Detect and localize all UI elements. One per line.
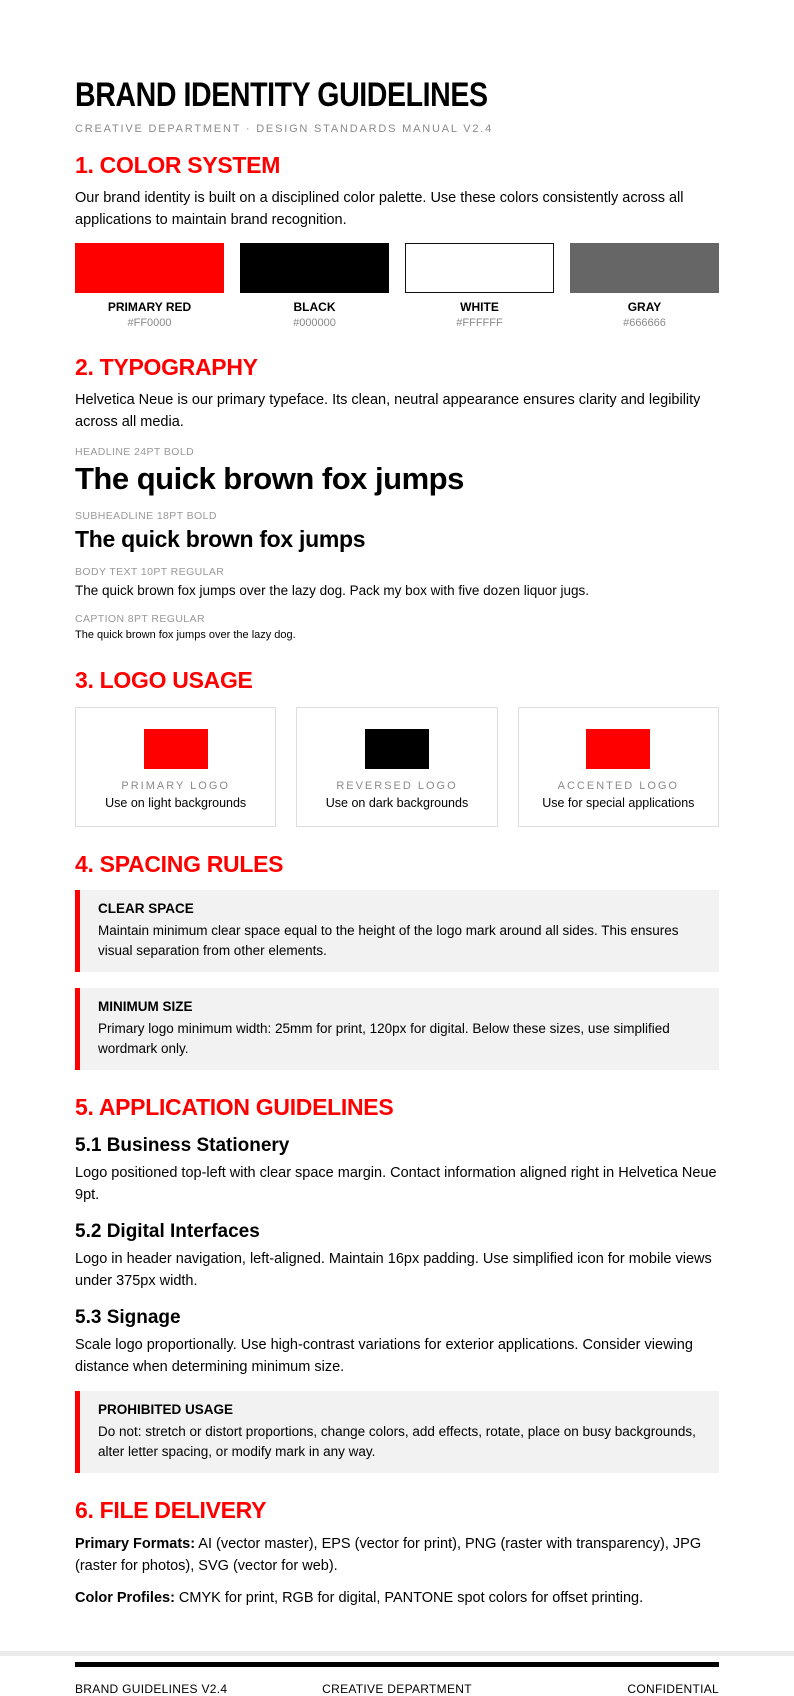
swatch-hex: #000000 (293, 317, 336, 329)
specimen-sample-headline: The quick brown fox jumps (75, 461, 464, 496)
footer-version: BRAND GUIDELINES V2.4 (75, 1681, 228, 1696)
swatch-name: BLACK (293, 300, 336, 314)
specimen-label-subheadline: SUBHEADLINE 18PT BOLD (75, 510, 217, 522)
callout-title: PROHIBITED USAGE (98, 1402, 234, 1417)
logo-card-reversed (296, 707, 497, 827)
subsection-business-stationery-title: 5.1 Business Stationery (75, 1135, 290, 1156)
page-subtitle: CREATIVE DEPARTMENT · DESIGN STANDARDS MANUAL V2.4 (75, 123, 494, 135)
document-footer (75, 1662, 719, 1696)
document-header (75, 76, 719, 136)
primary-formats-paragraph (75, 1534, 719, 1577)
color-profiles-paragraph (75, 1588, 719, 1610)
callout-text: Do not: stretch or distort proportions, change colors, add effects, rotate, place on busy backgrounds, alter letter spacing, or modify mark in any way. (98, 1424, 696, 1459)
specimen-label-body: BODY TEXT 10PT REGULAR (75, 566, 225, 578)
callout-minimum-size (75, 988, 719, 1070)
specimen-sample-subheadline: The quick brown fox jumps (75, 526, 366, 552)
swatch-name: WHITE (460, 300, 499, 314)
callout-title: MINIMUM SIZE (98, 999, 193, 1014)
callout-text: Primary logo minimum width: 25mm for print, 120px for digital. Below these sizes, use simplified wordmark only. (98, 1021, 670, 1056)
application-guidelines-heading: 5. APPLICATION GUIDELINES (75, 1094, 394, 1120)
color-swatch-black (240, 243, 389, 330)
logo-card-label: ACCENTED LOGO (557, 780, 679, 792)
color-profiles-label: Color Profiles: (75, 1590, 175, 1606)
color-swatch-primary-red (75, 243, 224, 330)
subsection-business-stationery-text: Logo positioned top-left with clear space margin. Contact information aligned right in Helvetica Neue 9pt. (75, 1165, 717, 1203)
color-system-heading: 1. COLOR SYSTEM (75, 152, 281, 178)
subsection-signage-text: Scale logo proportionally. Use high-contrast variations for exterior applications. Consider viewing distance when determining minimum size. (75, 1337, 693, 1375)
swatch-color-block (405, 243, 554, 293)
primary-formats-label: Primary Formats: (75, 1536, 196, 1552)
subsection-signage-title: 5.3 Signage (75, 1307, 181, 1328)
logo-card-description: Use for special applications (542, 796, 695, 810)
logo-mark (586, 729, 650, 769)
color-profiles-text: CMYK for print, RGB for digital, PANTONE spot colors for offset printing. (174, 1590, 644, 1606)
color-swatch-gray (570, 243, 719, 330)
color-swatch-grid (75, 243, 719, 330)
swatch-name: PRIMARY RED (107, 300, 192, 314)
footer-confidential: CONFIDENTIAL (627, 1681, 720, 1696)
typography-intro: Helvetica Neue is our primary typeface. Its clean, neutral appearance ensures clarity and legibility across all media. (75, 392, 701, 430)
section-application-guidelines (75, 1094, 719, 1473)
footer-department: CREATIVE DEPARTMENT (322, 1681, 472, 1696)
color-swatch-white (405, 243, 554, 330)
logo-mark (144, 729, 208, 769)
swatch-hex: #FF0000 (127, 317, 172, 329)
callout-clear-space (75, 890, 719, 972)
specimen-label-caption: CAPTION 8PT REGULAR (75, 613, 205, 625)
logo-card-label: PRIMARY LOGO (121, 780, 230, 792)
typography-heading: 2. TYPOGRAPHY (75, 354, 258, 380)
logo-mark (365, 729, 429, 769)
page-bottom-edge (0, 1651, 794, 1656)
logo-card-description: Use on light backgrounds (105, 796, 247, 810)
primary-formats-text: AI (vector master), EPS (vector for print), PNG (raster with transparency), JPG (raster for photos), SVG (vector for web). (75, 1536, 702, 1574)
section-color-system (75, 152, 719, 330)
logo-card-primary (75, 707, 276, 827)
subsection-digital-interfaces-title: 5.2 Digital Interfaces (75, 1221, 260, 1242)
callout-prohibited-usage (75, 1391, 719, 1473)
logo-card-description: Use on dark backgrounds (325, 796, 469, 810)
color-system-intro: Our brand identity is built on a disciplined color palette. Use these colors consistently across all applications to maintain brand recognition. (75, 190, 684, 228)
file-delivery-heading: 6. FILE DELIVERY (75, 1497, 267, 1523)
spacing-rules-heading: 4. SPACING RULES (75, 851, 284, 877)
section-logo-usage (75, 667, 719, 827)
section-typography (75, 354, 719, 643)
logo-usage-heading: 3. LOGO USAGE (75, 667, 253, 693)
section-spacing-rules (75, 851, 719, 1070)
logo-card-label: REVERSED LOGO (336, 780, 458, 792)
section-file-delivery (75, 1497, 719, 1610)
swatch-color-block (570, 243, 719, 293)
specimen-sample-caption: The quick brown fox jumps over the lazy dog. (75, 629, 296, 641)
callout-text: Maintain minimum clear space equal to the height of the logo mark around all sides. This ensures visual separation from other elements. (98, 923, 679, 958)
specimen-label-headline: HEADLINE 24PT BOLD (75, 446, 195, 458)
swatch-color-block (240, 243, 389, 293)
swatch-hex: #666666 (623, 317, 666, 329)
callout-title: CLEAR SPACE (98, 901, 194, 916)
specimen-sample-body: The quick brown fox jumps over the lazy dog. Pack my box with five dozen liquor jugs. (75, 583, 589, 598)
swatch-name: GRAY (627, 300, 662, 314)
swatch-hex: #FFFFFF (456, 317, 503, 329)
logo-card-grid (75, 707, 719, 827)
swatch-color-block (75, 243, 224, 293)
subsection-digital-interfaces-text: Logo in header navigation, left-aligned. Maintain 16px padding. Use simplified icon for mobile views under 375px width. (75, 1251, 712, 1289)
page-title: BRAND IDENTITY GUIDELINES (75, 76, 488, 114)
logo-card-accented (518, 707, 719, 827)
